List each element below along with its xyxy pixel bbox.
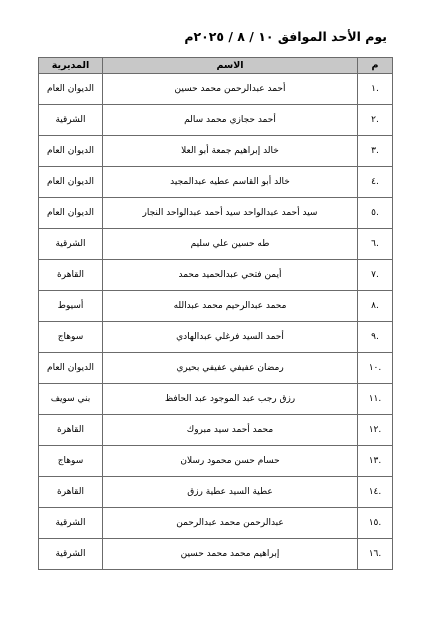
column-header-number: م — [358, 58, 393, 74]
table-row — [39, 105, 393, 136]
employee-name: طه حسين علي سليم — [103, 229, 358, 260]
department: القاهرة — [39, 415, 103, 446]
table-header-row — [39, 58, 393, 74]
row-number: .٥ — [358, 198, 393, 229]
row-number: .٨ — [358, 291, 393, 322]
table-row — [39, 446, 393, 477]
table-row — [39, 415, 393, 446]
page-title: يوم الأحد الموافق ١٠ / ٨ / ٢٠٢٥م — [184, 29, 387, 44]
employee-name: سيد أحمد عبدالواحد سيد أحمد عبدالواحد النجار — [103, 198, 358, 229]
employee-name: حسام حسن محمود رسلان — [103, 446, 358, 477]
row-number: .٢ — [358, 105, 393, 136]
table-row — [39, 198, 393, 229]
row-number: .١٠ — [358, 353, 393, 384]
table-row — [39, 74, 393, 105]
table-row — [39, 539, 393, 570]
department: الديوان العام — [39, 353, 103, 384]
attendance-table — [38, 57, 393, 570]
department: الديوان العام — [39, 198, 103, 229]
row-number: .٣ — [358, 136, 393, 167]
table-row — [39, 322, 393, 353]
row-number: .١ — [358, 74, 393, 105]
column-header-name: الاسم — [103, 58, 358, 74]
table-row — [39, 508, 393, 539]
employee-name: محمد عبدالرحيم محمد عبدالله — [103, 291, 358, 322]
employee-name: رزق رجب عبد الموجود عبد الحافظ — [103, 384, 358, 415]
employee-name: رمضان عفيفي عفيفي بحيري — [103, 353, 358, 384]
employee-name: إبراهيم محمد محمد حسين — [103, 539, 358, 570]
employee-name: عبدالرحمن محمد عبدالرحمن — [103, 508, 358, 539]
employee-name: محمد أحمد سيد مبروك — [103, 415, 358, 446]
department: أسيوط — [39, 291, 103, 322]
department: الديوان العام — [39, 136, 103, 167]
row-number: .٩ — [358, 322, 393, 353]
department: الشرقية — [39, 508, 103, 539]
table-row — [39, 477, 393, 508]
table-row — [39, 229, 393, 260]
row-number: .١١ — [358, 384, 393, 415]
department: بني سويف — [39, 384, 103, 415]
department: الشرقية — [39, 229, 103, 260]
table-row — [39, 167, 393, 198]
row-number: .٧ — [358, 260, 393, 291]
table-row — [39, 353, 393, 384]
employee-name: أيمن فتحي عبدالحميد محمد — [103, 260, 358, 291]
department: الشرقية — [39, 539, 103, 570]
table-row — [39, 291, 393, 322]
department: الديوان العام — [39, 74, 103, 105]
row-number: .١٢ — [358, 415, 393, 446]
employee-name: عطية السيد عطية رزق — [103, 477, 358, 508]
department: سوهاج — [39, 322, 103, 353]
row-number: .١٤ — [358, 477, 393, 508]
department: القاهرة — [39, 477, 103, 508]
department: سوهاج — [39, 446, 103, 477]
row-number: .١٣ — [358, 446, 393, 477]
employee-name: أحمد السيد فرغلي عبدالهادي — [103, 322, 358, 353]
employee-name: خالد إبراهيم جمعة أبو العلا — [103, 136, 358, 167]
table-row — [39, 384, 393, 415]
department: الديوان العام — [39, 167, 103, 198]
employee-name: أحمد حجازي محمد سالم — [103, 105, 358, 136]
employee-name: أحمد عبدالرحمن محمد حسين — [103, 74, 358, 105]
department: القاهرة — [39, 260, 103, 291]
row-number: .٦ — [358, 229, 393, 260]
row-number: .١٦ — [358, 539, 393, 570]
row-number: .٤ — [358, 167, 393, 198]
employee-name: خالد أبو القاسم عطيه عبدالمجيد — [103, 167, 358, 198]
department: الشرقية — [39, 105, 103, 136]
table-row — [39, 136, 393, 167]
table-row — [39, 260, 393, 291]
row-number: .١٥ — [358, 508, 393, 539]
column-header-department: المديرية — [39, 58, 103, 74]
